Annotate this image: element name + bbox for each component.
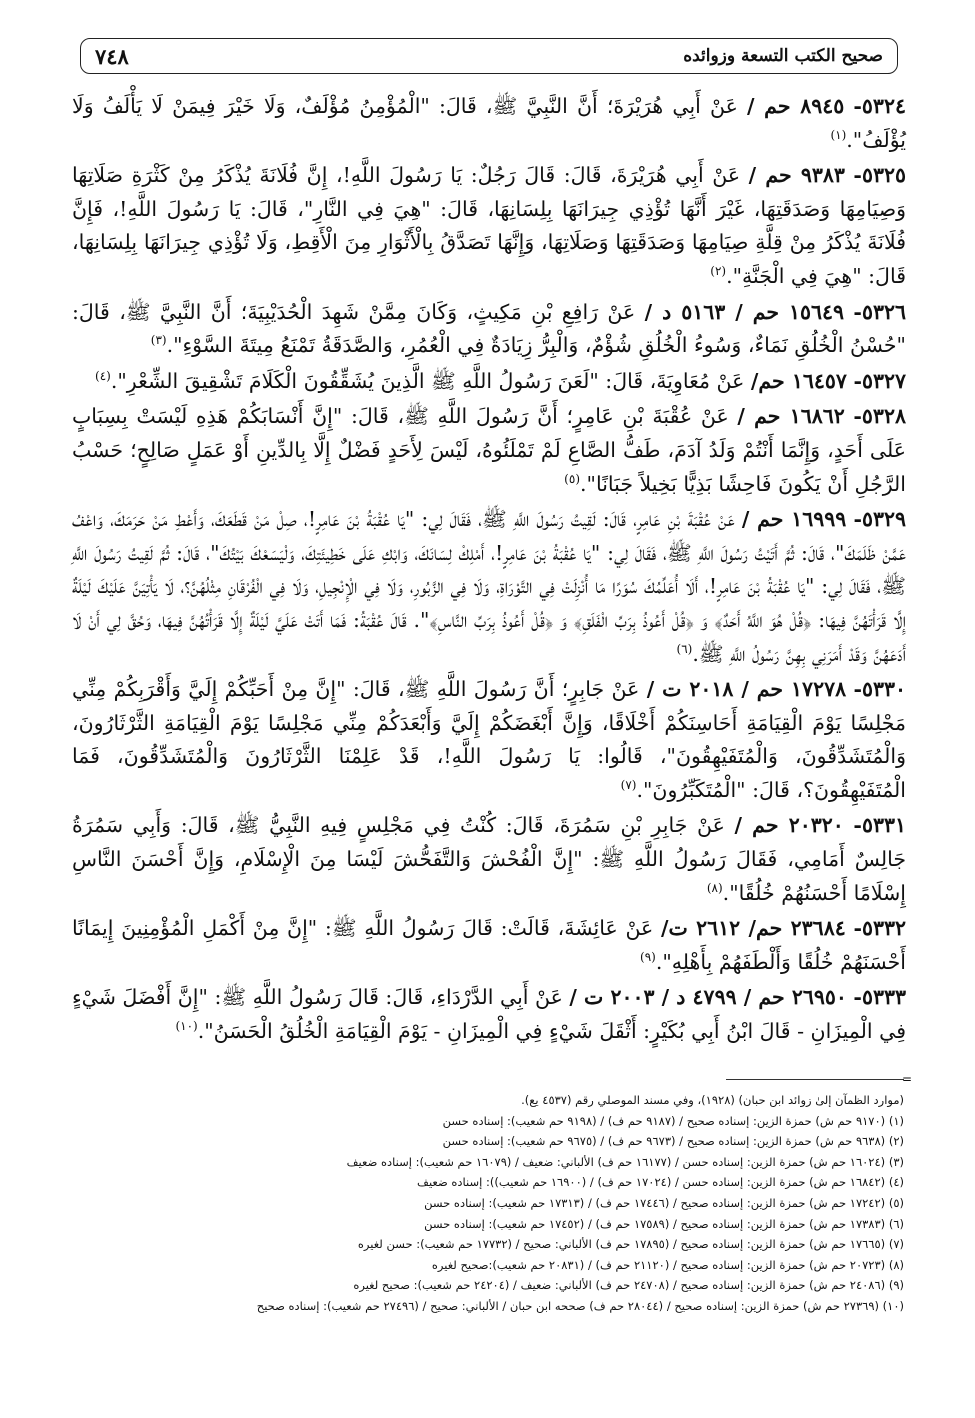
hadith-text: عَنْ جَابِرِ بْنِ سَمُرَةَ، قَالَ: كُنْتُ فِي مَجْلِسٍ فِيهِ النَّبِيُّ ﷺ، قَالَ: وَأَبِي سَمُرَةُ جَالِسٌ أَمَامِي، فَقَالَ رَسُولُ اللَّهِ ﷺ: "إِنَّ الْفُحْشَ وَالتَّفَحُّشَ لَيْسَا مِنَ الْإِسْلَامِ، وَإِنَّ أَحْسَنَ النَّاسِ إِسْلَامًا أَحْسَنُهُمْ خُلُقًا". [72, 813, 906, 905]
footnote-marker: (٧) [620, 778, 637, 793]
hadith-reference: ٢٣٦٨٤ حم/ ٢٦١٢ ت/ [661, 916, 846, 941]
hadith-entry [72, 981, 906, 1048]
footnotes [72, 1090, 904, 1317]
hadith-reference: ٨٩٤٥ حم / [746, 94, 845, 118]
hadith-text: عَنْ عُقْبَةَ بْنِ عَامِرٍ، قَالَ: لَقِيتُ رَسُولَ اللَّهِ ﷺ، فَقَالَ لِي: "يَا عُقْبَةُ بْنَ عَامِرٍ!، صِلْ مَنْ قَطَعَكَ، وَأَعْطِ مَنْ حَرَمَكَ، وَاعْفُ عَمَّنْ ظَلَمَكَ"، قَالَ: ثُمَّ أَتَيْتُ رَسُولَ اللَّهِ ﷺ، فَقَالَ لِي: "يَا عُقْبَةُ بْنَ عَامِرٍ!، أَمْلِكْ لِسَانَكَ، وَابْكِ عَلَى خَطِيئَتِكَ، وَلْيَسَعْكَ بَيْتُكَ"، قَالَ: ثُمَّ لَقِيتُ رَسُولَ اللَّهِ ﷺ، فَقَالَ لِي: "يَا عُقْبَةُ بْنَ عَامِرٍ!، أَلَا أُعَلِّمُكَ سُوَرًا مَا أُنْزِلَتْ فِي التَّوْرَاةِ، وَلَا فِي الزَّبُورِ، وَلَا فِي الْإِنْجِيلِ، وَلَا فِي الْفُرْقَانِ مِثْلُهُنَّ؟، لَا يَأْتِيَنَّ عَلَيْكَ لَيْلَةٌ إِلَّا قَرَأْتَهُنَّ فِيهَا: ﴿قُلْ هُوَ اللَّهُ أَحَدٌ﴾ وَ ﴿قُلْ أَعُوذُ بِرَبِّ الْفَلَقِ﴾ وَ ﴿قُلْ أَعُوذُ بِرَبِّ النَّاسِ﴾". قَالَ عُقْبَةُ: فَمَا أَتَتْ عَلَيَّ لَيْلَةٌ إِلَّا قَرَأْتُهُنَّ فِيهَا، وَحُقَّ لِي أَنْ لَا أَدَعَهُنَّ وَقَدْ أَمَرَنِي بِهِنَّ رَسُولُ اللَّهِ ﷺ. [72, 507, 906, 666]
hadith-number: ٥٣٢٥- [853, 163, 906, 188]
footnote-marker: (١) [830, 127, 847, 142]
footnote-line: (٥) (١٧٢٤٢ حم ش) حمزة الزين: إسناده صحيح / (١٧٤٤٦ حم ف) / (١٧٣١٣ حم شعيب): إسناده حسن [424, 1195, 904, 1210]
page-number: ٧٤٨ [95, 43, 129, 69]
hadith-number: ٥٣٢٦- [853, 299, 906, 324]
footnote-marker: (٦) [676, 641, 693, 656]
hadith-text: عَنْ أَبِي هُرَيْرَةَ، قَالَ: قَالَ رَجُلٌ: يَا رَسُولَ اللَّهِ!، إِنَّ فُلَانَةَ يُذْكَرُ مِنْ كَثْرَةِ صَلَاتِهَا وَصِيَامِهَا وَصَدَقَتِهَا، غَيْرَ أَنَّهَا تُؤْذِي جِيرَانَهَا بِلِسَانِهَا، قَالَ: "هِيَ فِي النَّارِ"، قَالَ: يَا رَسُولَ اللَّهِ!، فَإِنَّ فُلَانَةَ يُذْكَرُ مِنْ قِلَّةِ صِيَامِهَا وَصَدَقَتِهَا وَصَلَاتِهَا، وَإِنَّهَا تَصَدَّقُ بِالْأَثْوَارِ مِنَ الْأَقِطِ، وَلَا تُؤْذِي جِيرَانَهَا بِلِسَانِهَا، قَالَ: "هِيَ فِي الْجَنَّةِ". [72, 163, 906, 288]
footnote-line: (٣) (١٦٠٢٤ حم ش) حمزة الزين: إسناده حسن / (١٦١٧٧ حم ف) الألباني: ضعيف / (١٦٠٧٩ حم شعيب): إسناده ضعيف [346, 1154, 904, 1169]
hadith-list [72, 90, 906, 1051]
hadith-entry [72, 809, 906, 910]
hadith-number: ٥٣٢٩- [853, 507, 906, 532]
hadith-text: عَنْ أَبِي هُرَيْرَةَ؛ أَنَّ النَّبِيَّ ﷺ، قَالَ: "الْمُؤْمِنُ مُؤْلَفٌ، وَلَا خَيْرَ فِيمَنْ لَا يَأْلَفُ وَلَا يُؤْلَفُ". [72, 94, 906, 152]
footnote-continuation-mark: = [902, 1072, 913, 1086]
hadith-reference: ٩٣٨٣ حم / [748, 163, 845, 188]
hadith-text: عَنْ أَبِي الدَّرْدَاءِ، قَالَ: قَالَ رَسُولُ اللَّهِ ﷺ: "إِنَّ أَفْضَلَ شَيْءٍ فِي الْمِيزَانِ - قَالَ ابْنُ أَبِي بُكَيْرٍ: أَثْقَلَ شَيْءٍ فِي الْمِيزَانِ - يَوْمَ الْقِيَامَةِ الْخُلُقُ الْحَسَنُ". [72, 985, 906, 1044]
hadith-entry [72, 400, 906, 501]
hadith-number: ٥٣٢٨- [853, 404, 906, 429]
footnote-line: (١٠) (٢٧٣٦٩ حم ش) حمزة الزين: إسناده صحيح / (٢٨٠٤٤ حم ف) صححه ابن حبان / الألباني: صحيح / (٢٧٤٩٦ حم شعيب): إسناده صحيح [256, 1298, 904, 1313]
hadith-number: ٥٣٣١- [853, 813, 906, 838]
hadith-entry [72, 673, 906, 807]
footnote-marker: (٢) [710, 264, 727, 279]
footnote-line: (موارد الظمآن إلىٰ زوائد ابن حبان) (١٩٢٨)، وفي مسند الموصلي رقم (٤٥٣٧ يع). [521, 1093, 904, 1107]
hadith-reference: ٢٦٩٥٠ حم / ٤٧٩٩ د / ٢٠٠٣ ت / [569, 985, 847, 1010]
footnote-marker: (٨) [706, 880, 723, 895]
hadith-number: ٥٣٣٣- [853, 985, 906, 1010]
hadith-entry [72, 503, 906, 671]
hadith-reference: ١٦٤٥٧ حم/ [750, 368, 847, 393]
footnote-separator [726, 1079, 904, 1080]
hadith-number: ٥٣٣٠- [853, 677, 906, 702]
hadith-text: عَنْ عُقْبَةَ بْنِ عَامِرٍ؛ أَنَّ رَسُولَ اللَّهِ ﷺ، قَالَ: "إِنَّ أَنْسَابَكُمْ هَذِهِ لَيْسَتْ بِسِبَابٍ عَلَى أَحَدٍ، وَإِنَّمَا أَنْتُمْ وَلَدُ آدَمَ، طَفُّ الصَّاعِ لَمْ تَمْلَئُوهُ، لَيْسَ لِأَحَدٍ فَضْلٌ إِلَّا بِالدِّينِ أَوْ عَمَلٍ صَالِحٍ؛ حَسْبُ الرَّجُلِ أَنْ يَكُونَ فَاحِشًا بَذِيًّا بَخِيلاً جَبَانًا". [72, 404, 906, 496]
footnote-line: (٩) (٢٤٠٨٦ حم ش) حمزة الزين: إسناده صحيح / (٢٤٧٠٨ حم ف) الألباني: ضعيف / (٢٤٢٠٤ حم شعيب): صحيح لغيره [353, 1278, 904, 1293]
footnote-line: (٢) (٩٦٣٨ حم ش) حمزة الزين: إسناده صحيح / (٩٦٧٣ حم ف) / (٩٦٧٥ حم شعيب): إسناده حسن [442, 1134, 904, 1149]
hadith-reference: ١٦٨٦٢ حم / [737, 404, 845, 429]
footnote-line: (٧) (١٧٦٦٥ حم ش) حمزة الزين: إسناده صحيح / (١٧٨٩٥ حم ف) الألباني: صحيح / (١٧٧٣٢ حم شعيب): حسن لغيره [357, 1237, 904, 1252]
hadith-reference: ١٥٦٤٩ حم / ٥١٦٣ د / [644, 299, 845, 324]
footnote-marker: (١٠) [175, 1019, 198, 1034]
hadith-reference: ١٦٩٩٩ حم / [741, 507, 847, 532]
footnote-marker: (٩) [640, 950, 656, 965]
hadith-number: ٥٣٣٢- [853, 916, 906, 941]
hadith-entry [72, 912, 906, 979]
hadith-number: ٥٣٢٤- [853, 94, 906, 118]
hadith-number: ٥٣٢٧- [853, 368, 906, 393]
hadith-reference: ٢٠٣٢٠ حم / [734, 813, 844, 838]
footnote-marker: (٣) [150, 333, 167, 348]
hadith-entry [72, 296, 906, 363]
hadith-entry [72, 365, 906, 399]
footnote-line: (١) (٩١٧٠ حم ش) حمزة الزين: إسناده صحيح / (٩١٨٧ حم ف) / (٩١٩٨ حم شعيب): إسناده حسن [442, 1113, 904, 1128]
hadith-entry [72, 90, 906, 157]
hadith-text: عَنْ عَائِشَةَ، قَالَتْ: قَالَ رَسُولُ اللَّهِ ﷺ: "إِنَّ مِنْ أَكْمَلِ الْمُؤْمِنِينَ إِيمَانًا أَحْسَنَهُمْ خُلُقًا وَأَلْطَفَهُمْ بِأَهْلِهِ". [72, 916, 906, 974]
hadith-reference: ١٧٢٧٨ حم / ٢٠١٨ ت / [646, 677, 847, 702]
footnote-line: (٨) (٢٠٧٢٣ حم ش) حمزة الزين: إسناده صحيح / (٢١١٢٠ حم ف) / (٢٠٨٣١ حم شعيب):صحيح لغيره [431, 1257, 904, 1272]
page-header [80, 38, 898, 74]
hadith-entry [72, 159, 906, 293]
footnote-marker: (٥) [564, 471, 580, 486]
footnote-marker: (٤) [95, 368, 111, 383]
hadith-text: عَنْ جَابِرٍ؛ أَنَّ رَسُولَ اللَّهِ ﷺ، قَالَ: "إِنَّ مِنْ أَحَبِّكُمْ إِلَيَّ وَأَقْرَبِكُمْ مِنِّي مَجْلِسًا يَوْمَ الْقِيَامَةِ أَحَاسِنَكُمْ أَخْلَاقًا، وَإِنَّ أَبْغَضَكُمْ إِلَيَّ وَأَبْعَدَكُمْ مِنِّي مَجْلِسًا يَوْمَ الْقِيَامَةِ الثَّرْثَارُونَ، وَالْمُتَشَدِّقُونَ، وَالْمُتَفَيْهِقُونَ"، قَالُوا: يَا رَسُولَ اللَّهِ!، قَدْ عَلِمْنَا الثَّرْثَارُونَ وَالْمُتَشَدِّقُونَ، فَمَا الْمُتَفَيْهِقُونَ؟، قَالَ: "الْمُتَكَبِّرُونَ". [72, 677, 906, 802]
footnote-line: (٦) (١٧٣٨٣ حم ش) حمزة الزين: إسناده صحيح / (١٧٥٨٩ حم ف) / (١٧٤٥٢ حم شعيب): إسناده حسن [424, 1216, 904, 1231]
hadith-text: عَنْ مُعَاوِيَةَ، قَالَ: "لَعَنَ رَسُولُ اللَّهِ ﷺ الَّذِينَ يُشَقِّقُونَ الْكَلَامَ تَشْقِيقَ الشِّعْرِ". [110, 368, 745, 393]
footnote-line: (٤) (١٦٨٤٢ حم ش) حمزة الزين: إسناده حسن / (١٧٠٢٤ حم ف) / (١٦٩٠٠ حم شعيب)): إسناده ضعيف [417, 1175, 904, 1190]
hadith-text: عَنْ رَافِعِ بْنِ مَكِيثٍ، وَكَانَ مِمَّنْ شَهِدَ الْحُدَيْبِيَةَ؛ أَنَّ النَّبِيَّ ﷺ، قَالَ: "حُسْنُ الْخُلُقِ نَمَاءٌ، وَسُوءُ الْخُلُقِ شُؤْمٌ، وَالْبِرُّ زِيَادَةٌ فِي الْعُمُرِ، وَالصَّدَقَةُ تَمْنَعُ مِيتَةَ السَّوْءِ". [72, 299, 906, 358]
book-title: صحيح الكتب التسعة وزوائده [683, 46, 883, 66]
